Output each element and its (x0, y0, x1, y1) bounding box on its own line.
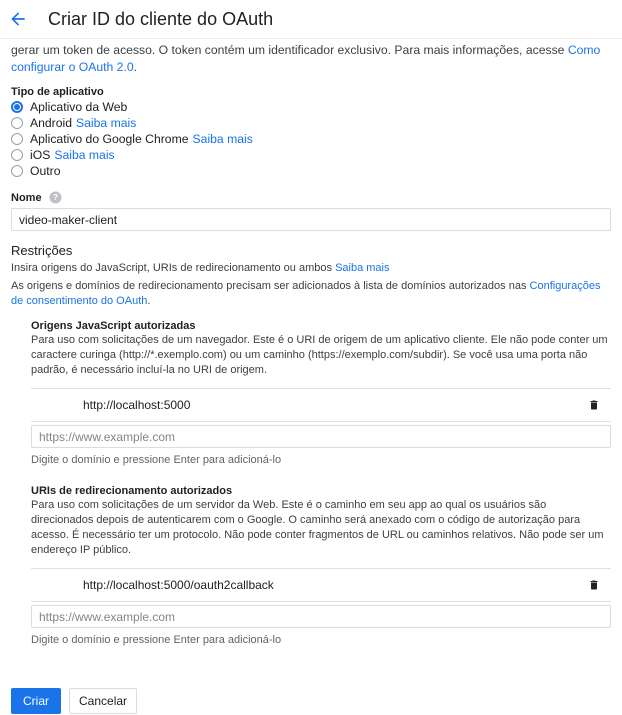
js-origin-hint: Digite o domínio e pressione Enter para adicioná-lo (31, 454, 282, 466)
consent-settings-link[interactable]: Configurações de consentimento do OAuth (11, 280, 601, 307)
restrictions-warning-suffix: . (147, 295, 151, 307)
create-button[interactable]: Criar (11, 688, 61, 714)
radio-button[interactable] (11, 165, 23, 177)
radio-button[interactable] (11, 101, 23, 113)
js-origin-entry-value: http://localhost:5000 (83, 398, 191, 412)
redirect-uri-entry-value: http://localhost:5000/oauth2callback (83, 578, 274, 592)
js-origin-entry (31, 388, 611, 422)
page-title: Criar ID do cliente do OAuth (48, 8, 274, 29)
js-origins-description: Para uso com solicitações de um navegador. Este é o URI de origem de um aplicativo cliente. Ele não pode conter um caractere curinga (http://*.exemplo.com) ou um caminho (https://exemplo.com/subdir). Se você usa uma porta não padrão, é necessário incluí-la no URI de origem. (31, 334, 608, 376)
restrictions-warning-text: As origens e domínios de redirecionamento precisam ser adicionados à lista de domínios autorizados nas (11, 280, 530, 292)
restrictions-warning (11, 279, 611, 309)
cancel-button[interactable]: Cancelar (69, 688, 137, 714)
redirect-uri-hint: Digite o domínio e pressione Enter para adicioná-lo (31, 634, 282, 646)
intro-text (11, 42, 611, 76)
redirect-uris-title: URIs de redirecionamento autorizados (31, 485, 233, 497)
redirect-uri-input[interactable] (31, 605, 611, 628)
page-header (0, 0, 622, 39)
name-input[interactable] (11, 208, 611, 231)
radio-web-app[interactable] (11, 99, 611, 115)
radio-button[interactable] (11, 149, 23, 161)
redirect-uris-section (31, 485, 611, 646)
trash-icon[interactable] (587, 578, 601, 592)
redirect-uris-description: Para uso com solicitações de um servidor da Web. Este é o caminho em seu app ao qual os usuários são direcionados depois de autenticarem com o Google. O caminho será anexado com o código de autorização para acesso. É necessário ter um protocolo. Não pode conter fragmentos de URL ou caminhos relativos. Não pode ser um endereço IP público. (31, 499, 604, 556)
oauth-setup-link[interactable]: Como configurar o OAuth 2.0 (11, 43, 601, 74)
restrictions-description-text: Insira origens do JavaScript, URIs de redirecionamento ou ambos (11, 262, 336, 274)
radio-label: Aplicativo da Web (30, 100, 128, 114)
arrow-back-icon (8, 9, 28, 29)
radio-chrome-app[interactable] (11, 131, 611, 147)
intro-suffix: . (133, 60, 138, 74)
learn-more-link[interactable]: Saiba mais (76, 116, 137, 130)
js-origins-title: Origens JavaScript autorizadas (31, 320, 196, 332)
js-origin-input[interactable] (31, 425, 611, 448)
redirect-uri-entry (31, 568, 611, 602)
trash-icon[interactable] (587, 398, 601, 412)
app-type-label: Tipo de aplicativo (11, 86, 104, 98)
intro-body: gerar um token de acesso. O token contém um identificador exclusivo. Para mais informações, acesse (11, 43, 568, 57)
radio-android[interactable] (11, 115, 611, 131)
restrictions-title: Restrições (11, 243, 73, 258)
form-content (11, 38, 611, 646)
back-button[interactable] (3, 4, 33, 34)
name-label-row (11, 191, 611, 204)
js-origins-section (31, 320, 611, 466)
radio-label: Android (30, 116, 73, 130)
name-label: Nome (11, 191, 42, 204)
learn-more-link[interactable]: Saiba mais (54, 148, 115, 162)
restrictions-learn-more-link[interactable]: Saiba mais (335, 262, 390, 274)
help-icon[interactable] (49, 191, 62, 204)
radio-label: iOS (30, 148, 51, 162)
app-type-radio-group (11, 99, 611, 179)
radio-button[interactable] (11, 133, 23, 145)
radio-label: Aplicativo do Google Chrome (30, 132, 189, 146)
radio-other[interactable] (11, 163, 611, 179)
form-actions (11, 688, 137, 714)
svg-text:?: ? (52, 193, 58, 203)
restrictions-description (11, 261, 611, 276)
radio-button[interactable] (11, 117, 23, 129)
radio-label: Outro (30, 164, 61, 178)
learn-more-link[interactable]: Saiba mais (192, 132, 253, 146)
radio-ios[interactable] (11, 147, 611, 163)
